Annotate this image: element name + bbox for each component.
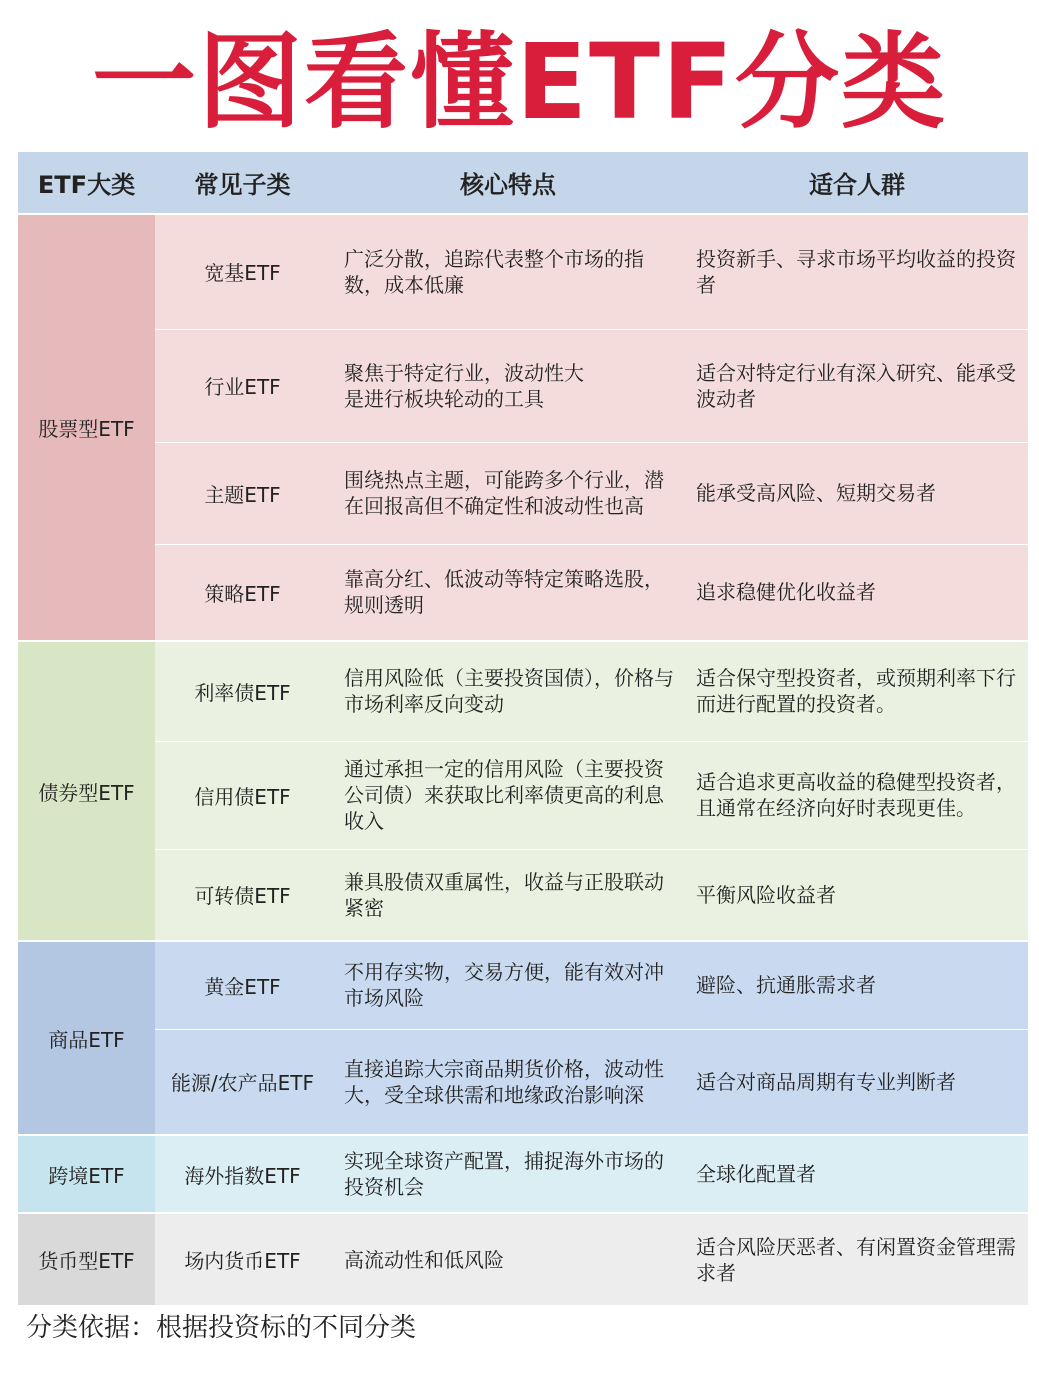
feature-cell: 围绕热点主题，可能跨多个行业，潜在回报高但不确定性和波动性也高 <box>330 442 686 544</box>
category-cell: 商品ETF <box>18 941 155 1135</box>
header-audience: 适合人群 <box>686 152 1028 214</box>
category-cell: 股票型ETF <box>18 214 155 641</box>
table-row <box>18 1135 1028 1213</box>
table-row <box>18 941 1028 1029</box>
audience-cell: 适合追求更高收益的稳健型投资者，且通常在经济向好时表现更佳。 <box>686 741 1028 849</box>
subcategory-cell: 信用债ETF <box>155 741 330 849</box>
audience-cell: 平衡风险收益者 <box>686 849 1028 941</box>
audience-cell: 全球化配置者 <box>686 1135 1028 1213</box>
audience-cell: 追求稳健优化收益者 <box>686 544 1028 641</box>
header-subcategory: 常见子类 <box>155 152 330 214</box>
table-row <box>18 544 1028 641</box>
audience-cell: 避险、抗通胀需求者 <box>686 941 1028 1029</box>
feature-cell: 信用风险低（主要投资国债），价格与市场利率反向变动 <box>330 641 686 741</box>
subcategory-cell: 主题ETF <box>155 442 330 544</box>
feature-cell: 广泛分散，追踪代表整个市场的指数，成本低廉 <box>330 214 686 329</box>
subcategory-cell: 利率债ETF <box>155 641 330 741</box>
subcategory-cell: 行业ETF <box>155 329 330 442</box>
audience-cell: 投资新手、寻求市场平均收益的投资者 <box>686 214 1028 329</box>
feature-cell: 不用存实物，交易方便，能有效对冲市场风险 <box>330 941 686 1029</box>
subcategory-cell: 能源/农产品ETF <box>155 1029 330 1135</box>
table-row <box>18 741 1028 849</box>
table-row <box>18 641 1028 741</box>
audience-cell: 适合保守型投资者，或预期利率下行而进行配置的投资者。 <box>686 641 1028 741</box>
subcategory-cell: 可转债ETF <box>155 849 330 941</box>
audience-cell: 适合对商品周期有专业判断者 <box>686 1029 1028 1135</box>
subcategory-cell: 海外指数ETF <box>155 1135 330 1213</box>
subcategory-cell: 黄金ETF <box>155 941 330 1029</box>
table-row <box>18 849 1028 941</box>
table-row <box>18 329 1028 442</box>
page-title: 一图看懂ETF分类 <box>91 21 948 143</box>
table-row <box>18 1213 1028 1305</box>
category-cell: 债券型ETF <box>18 641 155 941</box>
feature-cell: 靠高分红、低波动等特定策略选股，规则透明 <box>330 544 686 641</box>
subcategory-cell: 策略ETF <box>155 544 330 641</box>
subcategory-cell: 场内货币ETF <box>155 1213 330 1305</box>
feature-cell: 高流动性和低风险 <box>330 1213 686 1305</box>
header-feature: 核心特点 <box>330 152 686 214</box>
feature-cell: 兼具股债双重属性，收益与正股联动紧密 <box>330 849 686 941</box>
feature-cell: 直接追踪大宗商品期货价格，波动性大，受全球供需和地缘政治影响深 <box>330 1029 686 1135</box>
table-row <box>18 442 1028 544</box>
subcategory-cell: 宽基ETF <box>155 214 330 329</box>
category-cell: 货币型ETF <box>18 1213 155 1305</box>
audience-cell: 适合风险厌恶者、有闲置资金管理需求者 <box>686 1213 1028 1305</box>
footnote: 分类依据：根据投资标的不同分类 <box>26 1313 417 1343</box>
header-category: ETF大类 <box>18 152 155 214</box>
feature-cell: 通过承担一定的信用风险（主要投资公司债）来获取比利率债更高的利息收入 <box>330 741 686 849</box>
table-row <box>18 1029 1028 1135</box>
table-row <box>18 214 1028 329</box>
audience-cell: 适合对特定行业有深入研究、能承受波动者 <box>686 329 1028 442</box>
feature-cell: 聚焦于特定行业，波动性大 是进行板块轮动的工具 <box>330 329 686 442</box>
etf-classification-table <box>18 152 1028 1305</box>
feature-cell: 实现全球资产配置，捕捉海外市场的投资机会 <box>330 1135 686 1213</box>
audience-cell: 能承受高风险、短期交易者 <box>686 442 1028 544</box>
table-header-row <box>18 152 1028 214</box>
category-cell: 跨境ETF <box>18 1135 155 1213</box>
